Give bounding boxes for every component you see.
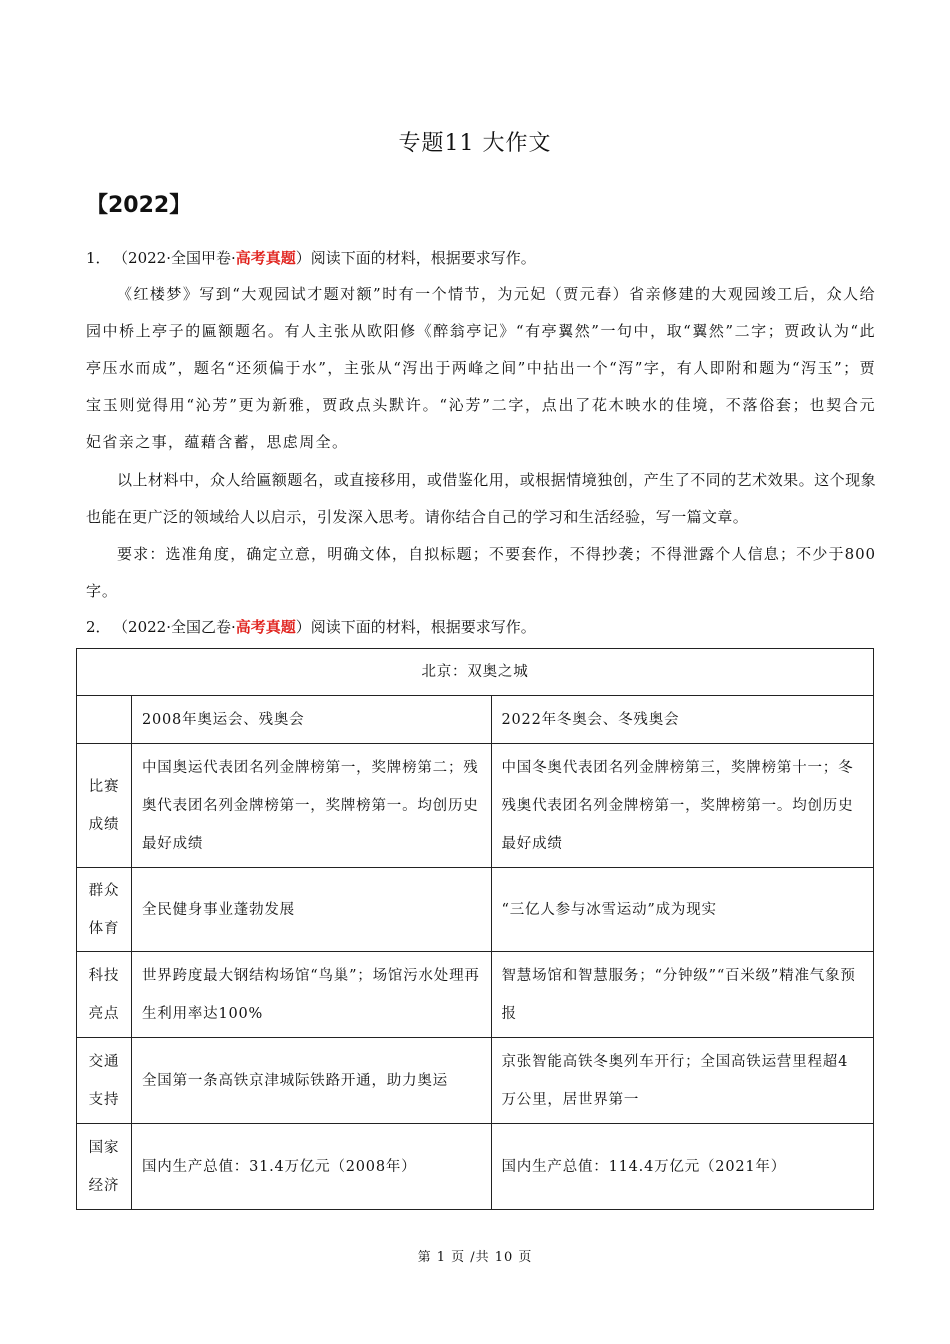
source-prefix: （2022·全国甲卷· — [120, 249, 236, 267]
cell-2008: 世界跨度最大钢结构场馆“鸟巢”；场馆污水处理再生利用率达100% — [131, 952, 491, 1038]
source-suffix: ） — [295, 249, 311, 267]
row-category: 国家经济 — [77, 1124, 132, 1210]
question-number: 1． — [86, 249, 111, 267]
page-footer: 第 1 页 /共 10 页 — [417, 1250, 533, 1265]
table-corner-cell — [77, 696, 132, 744]
page-title: 专题11 大作文 — [398, 131, 552, 156]
question-2-header — [86, 617, 536, 637]
olympics-comparison-table — [76, 648, 874, 1210]
row-category: 科技亮点 — [77, 952, 132, 1038]
column-header-2022: 2022年冬奥会、冬残奥会 — [491, 696, 874, 744]
question-1-header — [86, 248, 536, 268]
table-header-row — [77, 696, 874, 744]
source-prefix: （2022·全国乙卷· — [120, 618, 236, 636]
source-highlight: 高考真题 — [235, 618, 296, 636]
question-number: 2． — [86, 618, 111, 636]
table-row — [77, 1038, 874, 1124]
source-suffix: ） — [295, 618, 311, 636]
prompt-paragraph: 以上材料中，众人给匾额题名，或直接移用，或借鉴化用，或根据情境独创，产生了不同的艺术效果。这个现象也能在更广泛的领域给人以启示，引发深入思考。请你结合自己的学习和生活经验，写一篇文章。 — [86, 471, 876, 526]
cell-2022: 国内生产总值：114.4万亿元（2021年） — [491, 1124, 874, 1210]
cell-2008: 全民健身事业蓬勃发展 — [131, 868, 491, 952]
cell-2022: 京张智能高铁冬奥列车开行；全国高铁运营里程超4万公里，居世界第一 — [491, 1038, 874, 1124]
table-row — [77, 868, 874, 952]
cell-2008: 中国奥运代表团名列金牌榜第一，奖牌榜第二；残奥代表团名列金牌榜第一，奖牌榜第一。均创历史最好成绩 — [131, 744, 491, 868]
material-paragraph: 《红楼梦》写到“大观园试才题对额”时有一个情节，为元妃（贾元春）省亲修建的大观园竣工后，众人给园中桥上亭子的匾额题名。有人主张从欧阳修《醉翁亭记》“有亭翼然”一句中，取“翼然”二字；贾政认为“此亭压水而成”，题名“还须偏于水”，主张从“泻出于两峰之间”中拈出一个“泻”字，有人即附和题为“泻玉”；贾宝玉则觉得用“沁芳”更为新雅，贾政点头默许。“沁芳”二字，点出了花木映水的佳境，不落俗套；也契合元妃省亲之事，蕴藉含蓄，思虑周全。 — [86, 285, 876, 451]
source-highlight: 高考真题 — [235, 249, 296, 267]
cell-2008: 国内生产总值：31.4万亿元（2008年） — [131, 1124, 491, 1210]
row-category: 群众体育 — [77, 868, 132, 952]
table-row — [77, 744, 874, 868]
table-row — [77, 952, 874, 1038]
cell-2022: 智慧场馆和智慧服务；“分钟级”“百米级”精准气象预报 — [491, 952, 874, 1038]
year-heading: 【2022】 — [86, 193, 192, 218]
question-instruction: 阅读下面的材料，根据要求写作。 — [310, 618, 536, 636]
table-title: 北京：双奥之城 — [77, 649, 874, 696]
cell-2008: 全国第一条高铁京津城际铁路开通，助力奥运 — [131, 1038, 491, 1124]
column-header-2008: 2008年奥运会、残奥会 — [131, 696, 491, 744]
cell-2022: “三亿人参与冰雪运动”成为现实 — [491, 868, 874, 952]
row-category: 比赛成绩 — [77, 744, 132, 868]
requirements-paragraph: 要求：选准角度，确定立意，明确文体，自拟标题；不要套作，不得抄袭；不得泄露个人信息；不少于800字。 — [86, 545, 876, 600]
question-instruction: 阅读下面的材料，根据要求写作。 — [310, 249, 536, 267]
cell-2022: 中国冬奥代表团名列金牌榜第三，奖牌榜第十一；冬残奥代表团名列金牌榜第一，奖牌榜第一。均创历史最好成绩 — [491, 744, 874, 868]
row-category: 交通支持 — [77, 1038, 132, 1124]
table-row — [77, 1124, 874, 1210]
table-title-row — [77, 649, 874, 696]
